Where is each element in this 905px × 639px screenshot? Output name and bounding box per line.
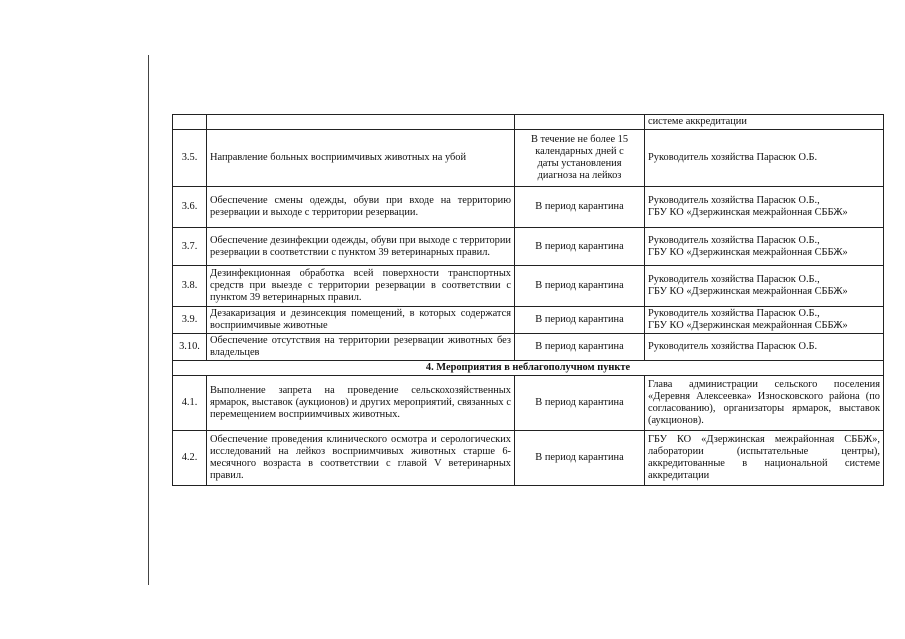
cell-number (173, 115, 207, 130)
term-line: В период карантина (535, 280, 624, 291)
cell-term (515, 334, 645, 361)
cell-term (515, 266, 645, 307)
cell-number: 3.5. (173, 130, 207, 187)
cell-term (515, 187, 645, 228)
cell-responsible: системе аккредитации (645, 115, 884, 130)
cell-action (207, 115, 515, 130)
cell-action: Направление больных восприимчивых животных на убой (207, 130, 515, 187)
responsible-line: Руководитель хозяйства Парасюк О.Б., (648, 274, 820, 285)
cell-term (515, 130, 645, 187)
term-line: В период карантина (535, 452, 624, 463)
section-title: 4. Мероприятия в неблагополучном пункте (173, 361, 884, 376)
cell-action: Обеспечение смены одежды, обуви при входе на территорию резервации и выходе с территории резервации. (207, 187, 515, 228)
responsible-line: Руководитель хозяйства Парасюк О.Б. (648, 341, 818, 352)
responsible-line: Руководитель хозяйства Парасюк О.Б., (648, 234, 820, 246)
term-line: В период карантина (535, 201, 624, 212)
cell-number: 4.2. (173, 431, 207, 486)
cell-responsible (645, 130, 884, 187)
plan-table (172, 114, 884, 486)
cell-responsible (645, 307, 884, 334)
responsible-line: ГБУ КО «Дзержинская межрайонная СББЖ» (648, 286, 848, 297)
cell-number: 3.10. (173, 334, 207, 361)
cell-action: Обеспечение проведения клинического осмотра и серологических исследований на лейкоз восприимчивых животных старше 6-месячного возраста в соответствии с главой V ветеринарных правил. (207, 431, 515, 486)
cell-responsible (645, 266, 884, 307)
cell-responsible: ГБУ КО «Дзержинская межрайонная СББЖ», лаборатории (испытательные центры), аккредитованные в национальной системе аккредитации (645, 431, 884, 486)
section-row (173, 361, 884, 376)
cell-action: Выполнение запрета на проведение сельскохозяйственных ярмарок, выставок (аукционов) и других мероприятий, связанных с перемещением восприимчивых животных. (207, 376, 515, 431)
cell-responsible (645, 228, 884, 266)
cell-term (515, 228, 645, 266)
cell-responsible: Глава администрации сельского поселения «Деревня Алексеевка» Износковского района (по согласованию), организаторы ярмарок, выставок (аукционов). (645, 376, 884, 431)
table-row (173, 266, 884, 307)
cell-number: 3.6. (173, 187, 207, 228)
table-row (173, 228, 884, 266)
cell-responsible (645, 187, 884, 228)
cell-term (515, 376, 645, 431)
cell-number: 4.1. (173, 376, 207, 431)
term-line: календарных дней с (535, 146, 624, 157)
term-line: В период карантина (535, 314, 624, 325)
cell-number: 3.9. (173, 307, 207, 334)
cell-number: 3.8. (173, 266, 207, 307)
term-line: В период карантина (535, 397, 624, 408)
cell-number: 3.7. (173, 228, 207, 266)
responsible-line: Руководитель хозяйства Парасюк О.Б., (648, 308, 820, 319)
responsible-line: ГБУ КО «Дзержинская межрайонная СББЖ» (648, 320, 848, 331)
cell-action: Обеспечение отсутствия на территории резервации животных без владельцев (207, 334, 515, 361)
table-row-continuation (173, 115, 884, 130)
table-row (173, 431, 884, 486)
cell-action: Обеспечение дезинфекции одежды, обуви при выходе с территории резервации в соответствии с пунктом 39 ветеринарных правил. (207, 228, 515, 266)
term-line: диагноза на лейкоз (537, 170, 622, 181)
table-row (173, 334, 884, 361)
cell-action: Дезинфекционная обработка всей поверхности транспортных средств при выезде с территории резервации в соответствии с пунктом 39 ветеринарных правил. (207, 266, 515, 307)
table-row (173, 130, 884, 187)
responsible-line: ГБУ КО «Дзержинская межрайонная СББЖ» (648, 246, 848, 258)
responsible-line: ГБУ КО «Дзержинская межрайонная СББЖ» (648, 207, 848, 218)
cell-action: Дезакаризация и дезинсекция помещений, в которых содержатся восприимчивые животные (207, 307, 515, 334)
table-row (173, 187, 884, 228)
cell-term (515, 307, 645, 334)
page-margin-line (148, 55, 149, 585)
term-line: В период карантина (535, 341, 624, 352)
term-line: В течение не более 15 (530, 134, 629, 145)
table-row (173, 307, 884, 334)
cell-term (515, 115, 645, 130)
table-row (173, 376, 884, 431)
cell-term (515, 431, 645, 486)
term-line: В период карантина (535, 240, 624, 252)
term-line: даты установления (537, 158, 622, 169)
responsible-line: Руководитель хозяйства Парасюк О.Б. (648, 152, 818, 163)
responsible-line: Руководитель хозяйства Парасюк О.Б., (648, 195, 820, 206)
cell-responsible (645, 334, 884, 361)
